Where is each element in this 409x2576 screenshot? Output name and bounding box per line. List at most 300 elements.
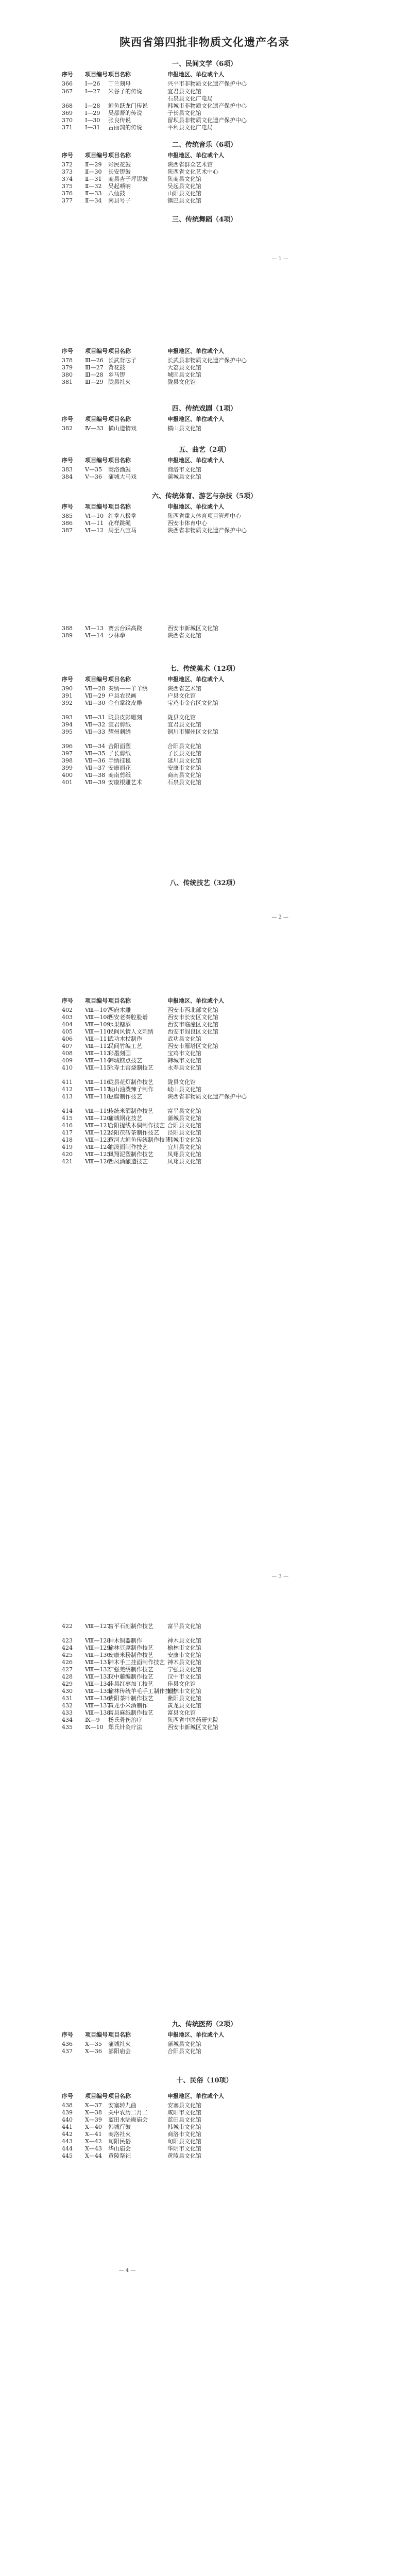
row-num: 424 — [62, 1645, 73, 1651]
row-name: 紫阳茶叶制作技艺 — [108, 1695, 154, 1702]
row-num: 425 — [62, 1652, 73, 1658]
row-unit: 宜川县文化馆 — [167, 1144, 201, 1150]
row-code: Ⅹ—41 — [85, 2131, 102, 2138]
row-unit: 陕西省重大体育项目管理中心 — [167, 513, 241, 519]
row-code: Ⅷ—119 — [85, 1108, 111, 1114]
row-name: 蒲城大马戏 — [108, 473, 137, 480]
header-unit: 申报地区、单位或个人 — [167, 503, 224, 510]
row-num: 366 — [62, 80, 73, 87]
row-unit: 城固县文化馆 — [167, 371, 201, 378]
row-code: Ⅲ—28 — [85, 371, 104, 378]
row-code: Ⅶ—36 — [85, 757, 106, 764]
row-num: 417 — [62, 1129, 73, 1136]
row-name: 子长剪纸 — [108, 750, 131, 757]
header-num: 序号 — [62, 416, 73, 422]
row-name: 传统米酒制作技艺 — [108, 1108, 154, 1114]
row-unit: 黄陵县文化馆 — [167, 2153, 201, 2159]
row-unit: 平利县文化广电局 — [167, 124, 213, 131]
row-code: Ⅷ—117 — [85, 1086, 111, 1093]
row-name: 朱谷子的传说 — [108, 88, 142, 95]
row-unit: 陕西省非物质文化遗产保护中心 — [167, 1093, 247, 1100]
row-name: 张良传说 — [108, 117, 131, 124]
row-num: 401 — [62, 779, 73, 786]
row-unit: 安康市文化馆 — [167, 765, 201, 771]
row-num: 377 — [62, 197, 73, 204]
row-code: Ⅰ—27 — [85, 88, 100, 95]
header-name: 项目名称 — [108, 152, 131, 159]
row-num: 422 — [62, 1623, 73, 1630]
row-num: 398 — [62, 757, 73, 764]
row-unit: 西安市雁塔区文化馆 — [167, 1043, 218, 1049]
row-num: 384 — [62, 473, 73, 480]
row-num: 433 — [62, 1709, 73, 1716]
row-unit: 商洛市文化馆 — [167, 2131, 201, 2138]
row-num: 379 — [62, 364, 73, 371]
header-unit: 申报地区、单位或个人 — [167, 676, 224, 683]
section-heading-traditional-art: 七、传统美术（12项） — [169, 665, 240, 673]
row-code: Ⅵ—10 — [85, 513, 104, 519]
row-num: 399 — [62, 765, 73, 771]
row-code: Ⅶ—35 — [85, 750, 106, 757]
header-num: 序号 — [62, 676, 73, 683]
row-code: Ⅱ—30 — [85, 168, 102, 175]
row-unit: 咸阳市文化馆 — [167, 2109, 201, 2116]
row-name: 杨氏骨伤治疗 — [108, 1717, 142, 1723]
row-unit: 蒲城县文化馆 — [167, 473, 201, 480]
row-num: 404 — [62, 1021, 73, 1028]
row-unit: 合阳县文化馆 — [167, 1122, 201, 1129]
row-name: 陇县社火 — [108, 379, 131, 385]
row-unit: 留坝县非物质文化遗产保护中心 — [167, 117, 247, 124]
row-name: 安康根雕艺术 — [108, 779, 142, 786]
header-code: 项目编号 — [85, 152, 108, 159]
row-num: 434 — [62, 1717, 73, 1723]
row-name: 佳县红枣加工技艺 — [108, 1681, 154, 1687]
row-code: Ⅱ—29 — [85, 161, 102, 168]
row-unit: 榆林市文化馆 — [167, 1645, 201, 1651]
row-name: 韩城行鼓 — [108, 2124, 131, 2130]
row-unit: 石泉县文化广电局 — [167, 95, 213, 102]
header-code: 项目编号 — [85, 457, 108, 464]
row-name: 旬阳民俗 — [108, 2138, 131, 2145]
row-unit: 延川县文化馆 — [167, 757, 201, 764]
row-code: Ⅷ—123 — [85, 1137, 111, 1143]
row-unit: 长武县非物质文化遗产保护中心 — [167, 357, 247, 364]
header-unit: 申报地区、单位或个人 — [167, 71, 224, 78]
row-num: 372 — [62, 161, 73, 168]
row-num: 437 — [62, 2048, 73, 2055]
row-num: 405 — [62, 1028, 73, 1035]
row-name: 红拳八极拳 — [108, 513, 137, 519]
row-num: 438 — [62, 2102, 73, 2109]
row-unit: 佳县文化馆 — [167, 1681, 196, 1687]
row-unit: 西安市长安区文化馆 — [167, 1014, 218, 1021]
row-num: 385 — [62, 513, 73, 519]
row-unit: 横山县文化馆 — [167, 425, 201, 432]
header-code: 项目编号 — [85, 503, 108, 510]
row-name: 乡马锣 — [108, 371, 125, 378]
row-unit: 泾阳县文化馆 — [167, 1129, 201, 1136]
row-num: 383 — [62, 466, 73, 473]
row-num: 370 — [62, 117, 73, 124]
row-unit: 蒲城县文化馆 — [167, 1115, 201, 1122]
header-unit: 申报地区、单位或个人 — [167, 348, 224, 354]
row-name: 水果糖酒 — [108, 1021, 131, 1028]
row-code: Ⅵ—12 — [85, 527, 104, 534]
row-unit: 旬阳县文化馆 — [167, 2138, 201, 2145]
row-num: 443 — [62, 2138, 73, 2145]
row-code: Ⅷ—129 — [85, 1645, 111, 1651]
row-code: Ⅷ—116 — [85, 1079, 111, 1086]
row-num: 375 — [62, 183, 73, 190]
row-num: 387 — [62, 527, 73, 534]
row-num: 394 — [62, 721, 73, 728]
row-code: Ⅷ—108 — [85, 1014, 111, 1021]
row-name: 油泼面制作技艺 — [108, 1144, 148, 1150]
row-name: 商洛渔鼓 — [108, 466, 131, 473]
row-code: Ⅷ—128 — [85, 1637, 111, 1644]
row-code: Ⅹ—42 — [85, 2138, 102, 2145]
row-name: 安塞转九曲 — [108, 2102, 137, 2109]
row-num: 376 — [62, 190, 73, 197]
row-num: 412 — [62, 1086, 73, 1093]
section-heading-traditional-craft: 八、传统技艺（32项） — [169, 879, 240, 887]
row-name: 彩民花鼓 — [108, 161, 131, 168]
page-title: 陕西省第四批非物质文化遗产名录 — [120, 36, 289, 48]
row-code: Ⅵ—11 — [85, 520, 104, 527]
row-code: Ⅷ—127 — [85, 1623, 111, 1630]
row-code: Ⅹ—35 — [85, 2041, 102, 2047]
row-num: 368 — [62, 103, 73, 109]
row-code: Ⅶ—31 — [85, 714, 106, 721]
row-unit: 韩城市非物质文化遗产保护中心 — [167, 103, 247, 109]
row-num: 419 — [62, 1144, 73, 1150]
row-num: 400 — [62, 772, 73, 778]
row-code: Ⅰ—31 — [85, 124, 100, 131]
row-unit: 宝鸡市金台区文化馆 — [167, 700, 218, 706]
row-name: 合阳面塑 — [108, 743, 131, 750]
row-num: 408 — [62, 1050, 73, 1057]
row-num: 390 — [62, 685, 73, 692]
row-code: Ⅱ—31 — [85, 176, 102, 182]
row-num: 386 — [62, 520, 73, 527]
row-name: 郃阳庙会 — [108, 2048, 131, 2055]
row-num: 413 — [62, 1093, 73, 1100]
row-code: Ⅹ—44 — [85, 2153, 102, 2159]
row-code: Ⅷ—132 — [85, 1666, 111, 1673]
section-heading-traditional-dance: 三、传统舞蹈（4项） — [172, 216, 237, 224]
row-num: 427 — [62, 1666, 73, 1673]
row-unit: 神木县文化馆 — [167, 1637, 201, 1644]
row-name: 蓝田水陆庵庙会 — [108, 2116, 148, 2123]
row-name: 泾阳茯砖茶制作技艺 — [108, 1129, 159, 1136]
row-num: 429 — [62, 1681, 73, 1687]
row-unit: 武功县文化馆 — [167, 1036, 201, 1042]
header-name: 项目名称 — [108, 71, 131, 78]
row-unit: 大荔县文化馆 — [167, 364, 201, 371]
row-num: 381 — [62, 379, 73, 385]
row-code: Ⅰ—26 — [85, 80, 100, 87]
row-unit: 富县文化馆 — [167, 1709, 196, 1716]
row-unit: 山阳县文化馆 — [167, 190, 201, 197]
row-name: 关中农历二月二 — [108, 2109, 148, 2116]
header-code: 项目编号 — [85, 997, 108, 1004]
row-code: Ⅷ—124 — [85, 1144, 111, 1150]
header-name: 项目名称 — [108, 2093, 131, 2099]
row-unit: 韩城市文化馆 — [167, 2124, 201, 2130]
row-name: 武功木杖制作 — [108, 1036, 142, 1042]
row-name: 商洛社火 — [108, 2131, 131, 2138]
row-unit: 合阳县文化馆 — [167, 743, 201, 750]
row-name: 鲤鱼跃龙门传说 — [108, 103, 148, 109]
row-code: Ⅰ—28 — [85, 103, 100, 109]
row-name: 古丽鹄的传说 — [108, 124, 142, 131]
row-unit: 榆林市文化馆 — [167, 1688, 201, 1694]
header-unit: 申报地区、单位或个人 — [167, 457, 224, 464]
row-unit: 蒲城县文化馆 — [167, 2041, 201, 2047]
row-name: 郑氏针灸疗法 — [108, 1724, 142, 1731]
row-num: 397 — [62, 750, 73, 757]
row-name: 榆林传统羊毛手工制作技艺 — [108, 1688, 176, 1694]
row-code: Ⅷ—121 — [85, 1122, 111, 1129]
row-code: Ⅷ—131 — [85, 1659, 111, 1666]
row-num: 435 — [62, 1724, 73, 1731]
page-number: — 4 — — [118, 2268, 136, 2274]
row-name: 神木铜器制作 — [108, 1637, 142, 1644]
row-code: Ⅵ—13 — [85, 625, 104, 632]
row-code: Ⅷ—107 — [85, 1007, 111, 1013]
row-name: 户县农民画 — [108, 692, 137, 699]
row-unit: 子长县文化馆 — [167, 110, 201, 116]
row-code: Ⅹ—36 — [85, 2048, 102, 2055]
row-num: 430 — [62, 1688, 73, 1694]
row-code: Ⅰ—29 — [85, 110, 100, 116]
row-unit: 陕西省群众艺术馆 — [167, 161, 213, 168]
section-heading-traditional-drama: 四、传统戏剧（1项） — [172, 405, 237, 413]
row-code: Ⅰ—30 — [85, 117, 100, 124]
section-heading-folk-literature: 一、民间文学（6项） — [172, 60, 237, 68]
row-unit: 兴平市非物质文化遗产保护中心 — [167, 80, 247, 87]
row-name: 豆腐制作技艺 — [108, 1093, 142, 1100]
row-name: 吴起唢呐 — [108, 183, 131, 190]
row-name: 合阳提线木偶制作技艺 — [108, 1122, 165, 1129]
row-code: Ⅶ—32 — [85, 721, 106, 728]
row-unit: 陕西省文化馆 — [167, 632, 201, 639]
row-code: Ⅸ—9 — [85, 1717, 100, 1723]
row-code: Ⅹ—43 — [85, 2145, 102, 2152]
row-num: 416 — [62, 1122, 73, 1129]
row-num: 367 — [62, 88, 73, 95]
row-num: 418 — [62, 1137, 73, 1143]
row-num: 393 — [62, 714, 73, 721]
row-code: Ⅹ—37 — [85, 2102, 102, 2109]
row-num: 388 — [62, 625, 73, 632]
row-code: Ⅹ—40 — [85, 2124, 102, 2130]
row-unit: 西安市体育中心 — [167, 520, 207, 527]
header-name: 项目名称 — [108, 457, 131, 464]
section-heading-sports-games: 六、传统体育、游艺与杂技（5项） — [151, 493, 258, 500]
row-num: 428 — [62, 1673, 73, 1680]
row-num: 373 — [62, 168, 73, 175]
row-unit: 富平县文化馆 — [167, 1623, 201, 1630]
row-name: 黄河大鲤鱼传统制作技艺 — [108, 1137, 171, 1143]
row-unit: 子长县文化馆 — [167, 750, 201, 757]
header-num: 序号 — [62, 2031, 73, 2038]
row-code: Ⅲ—29 — [85, 379, 104, 385]
row-unit: 吴起县文化馆 — [167, 183, 201, 190]
row-unit: 凤翔县文化馆 — [167, 1151, 201, 1158]
row-unit: 安塞县文化馆 — [167, 2102, 201, 2109]
row-unit: 合阳县文化馆 — [167, 2048, 201, 2055]
row-name: 华山庙会 — [108, 2145, 131, 2152]
row-unit: 富平县文化馆 — [167, 1108, 201, 1114]
row-unit: 宜君县文化馆 — [167, 721, 201, 728]
row-unit: 宜君县文化馆 — [167, 88, 201, 95]
header-num: 序号 — [62, 997, 73, 1004]
row-name: 西安老秦腔脸谱 — [108, 1014, 148, 1021]
row-num: 409 — [62, 1057, 73, 1064]
row-code: Ⅷ—109 — [85, 1021, 111, 1028]
header-name: 项目名称 — [108, 676, 131, 683]
header-code: 项目编号 — [85, 2031, 108, 2038]
row-unit: 陇县文化馆 — [167, 714, 196, 721]
row-unit: 黄龙县文化馆 — [167, 1702, 201, 1709]
header-num: 序号 — [62, 503, 73, 510]
row-name: 神木手工挂面制作技艺 — [108, 1659, 165, 1666]
row-num: 371 — [62, 124, 73, 131]
header-unit: 申报地区、单位或个人 — [167, 997, 224, 1004]
row-name: 彩墨刻画 — [108, 1050, 131, 1057]
row-code: Ⅷ—111 — [85, 1036, 111, 1042]
row-name: 商县杏子坪锣鼓 — [108, 176, 148, 182]
row-unit: 铜川市耀州区文化馆 — [167, 728, 218, 735]
row-code: Ⅷ—138 — [85, 1709, 111, 1716]
row-code: Ⅸ—10 — [85, 1724, 104, 1731]
row-unit: 西安市新城区文化馆 — [167, 1724, 218, 1731]
header-name: 项目名称 — [108, 997, 131, 1004]
row-name: 陇县皮影雕刻 — [108, 714, 142, 721]
header-code: 项目编号 — [85, 416, 108, 422]
row-unit: 凤翔县文化馆 — [167, 1158, 201, 1165]
row-num: 382 — [62, 425, 73, 432]
row-code: Ⅲ—27 — [85, 364, 104, 371]
row-num: 392 — [62, 700, 73, 706]
row-name: 汉中藤编制作技艺 — [108, 1673, 154, 1680]
row-num: 439 — [62, 2109, 73, 2116]
row-num: 423 — [62, 1637, 73, 1644]
row-num: 402 — [62, 1007, 73, 1013]
row-unit: 陇县文化馆 — [167, 1079, 196, 1086]
row-unit: 西安市临潼区文化馆 — [167, 1021, 218, 1028]
row-code: Ⅷ—112 — [85, 1043, 111, 1049]
row-num: 442 — [62, 2131, 73, 2138]
row-unit: 西安市新城区文化馆 — [167, 625, 218, 632]
row-num: 378 — [62, 357, 73, 364]
row-code: Ⅱ—33 — [85, 190, 102, 197]
row-num: 403 — [62, 1014, 73, 1021]
row-unit: 蓝田县文化馆 — [167, 2116, 201, 2123]
page-number: — 3 — — [271, 1574, 288, 1580]
row-name: 横山道情戏 — [108, 425, 137, 432]
row-num: 380 — [62, 371, 73, 378]
row-code: Ⅷ—135 — [85, 1688, 111, 1694]
row-num: 426 — [62, 1659, 73, 1666]
row-code: Ⅷ—133 — [85, 1673, 111, 1680]
row-code: Ⅳ—33 — [85, 425, 104, 432]
header-code: 项目编号 — [85, 2093, 108, 2099]
row-unit: 户县文化馆 — [167, 692, 196, 699]
row-num: 415 — [62, 1115, 73, 1122]
row-unit: 石泉县文化馆 — [167, 779, 201, 786]
row-code: Ⅷ—125 — [85, 1151, 111, 1158]
row-unit: 韩城市文化馆 — [167, 1057, 201, 1064]
row-code: Ⅶ—39 — [85, 779, 106, 786]
row-code: Ⅷ—113 — [85, 1050, 111, 1057]
header-name: 项目名称 — [108, 2031, 131, 2038]
row-name: 长武背芯子 — [108, 357, 137, 364]
row-unit: 陕西省非物质文化遗产保护中心 — [167, 527, 247, 534]
row-name: 凤翔泥塑制作技艺 — [108, 1151, 154, 1158]
section-heading-traditional-medicine: 九、传统医药（2项） — [172, 2021, 237, 2028]
row-unit: 陕西省中医药研究院 — [167, 1717, 218, 1723]
row-name: 民间风情人文刺绣 — [108, 1028, 154, 1035]
row-name: 黄陵祭祀 — [108, 2153, 131, 2159]
row-code: Ⅷ—137 — [85, 1702, 111, 1709]
row-unit: 永寿县文化馆 — [167, 1064, 201, 1071]
section-heading-traditional-music: 二、传统音乐（6项） — [172, 141, 237, 149]
row-code: Ⅶ—33 — [85, 728, 106, 735]
header-unit: 申报地区、单位或个人 — [167, 416, 224, 422]
row-code: Ⅴ—36 — [85, 473, 102, 480]
row-name: 榆林豆腐制作技艺 — [108, 1645, 154, 1651]
row-name: 富平石刻制作技艺 — [108, 1623, 154, 1630]
header-unit: 申报地区、单位或个人 — [167, 2093, 224, 2099]
row-name: 蒲城社火 — [108, 2041, 131, 2047]
row-code: Ⅶ—28 — [85, 685, 106, 692]
row-code: Ⅹ—39 — [85, 2116, 102, 2123]
row-unit: 神木县文化馆 — [167, 1659, 201, 1666]
row-num: 406 — [62, 1036, 73, 1042]
row-code: Ⅶ—37 — [85, 765, 106, 771]
header-num: 序号 — [62, 71, 73, 78]
row-name: 耀州刺绣 — [108, 728, 131, 735]
row-name: 南县号子 — [108, 197, 131, 204]
row-name: 民间竹编工艺 — [108, 1043, 142, 1049]
row-num: 440 — [62, 2116, 73, 2123]
row-name: 背花鼓 — [108, 364, 125, 371]
row-num: 444 — [62, 2145, 73, 2152]
header-code: 项目编号 — [85, 71, 108, 78]
page-number: — 1 — — [271, 256, 288, 262]
row-num: 411 — [62, 1079, 73, 1086]
row-name: 周至八宝马 — [108, 527, 137, 534]
row-name: 宁强羌绣制作技艺 — [108, 1666, 154, 1673]
row-num: 420 — [62, 1151, 73, 1158]
row-unit: 陕商县文化馆 — [167, 176, 201, 182]
header-code: 项目编号 — [85, 676, 108, 683]
row-name: 西府木雕 — [108, 1007, 131, 1013]
section-heading-folk-custom: 十、民俗（10项） — [176, 2077, 233, 2084]
page-number: — 2 — — [271, 914, 288, 920]
row-code: Ⅲ—26 — [85, 357, 104, 364]
header-num: 序号 — [62, 457, 73, 464]
row-code: Ⅶ—30 — [85, 700, 106, 706]
row-num: 391 — [62, 692, 73, 699]
row-num: 410 — [62, 1064, 73, 1071]
row-unit: 紫阳县文化馆 — [167, 1695, 201, 1702]
row-code: Ⅹ—38 — [85, 2109, 102, 2116]
row-name: 陇县花灯制作技艺 — [108, 1079, 154, 1086]
